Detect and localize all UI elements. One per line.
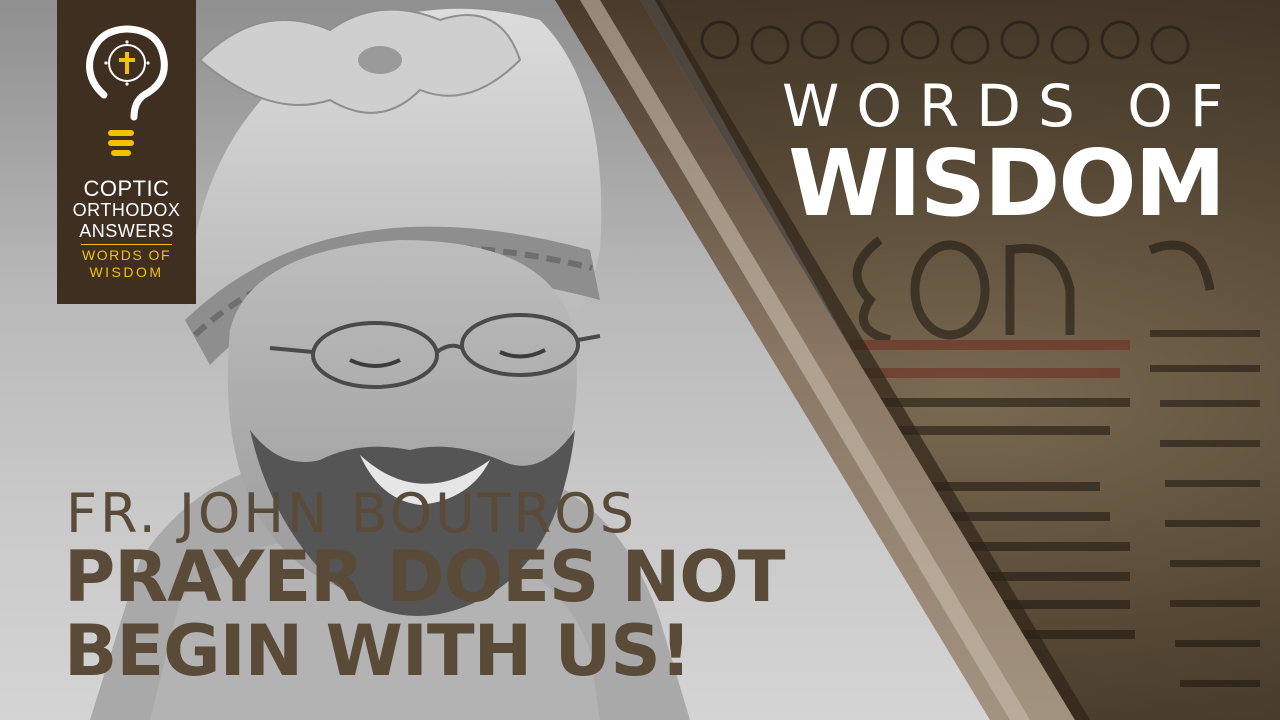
logo-text-words-of: WORDS OF (82, 247, 171, 263)
series-title-top: WORDS OF (782, 72, 1241, 140)
logo-text-answers: ANSWERS (79, 221, 174, 241)
brand-logo (57, 0, 196, 304)
logo-text-wisdom: WISDOM (89, 264, 164, 280)
logo-divider (81, 244, 172, 245)
headline-line-1: PRAYER DOES NOT (64, 536, 785, 618)
lightbulb-question-cross-icon (82, 25, 172, 165)
series-title-bottom: WISDOM (788, 130, 1225, 237)
headline-line-2: BEGIN WITH US! (64, 610, 691, 692)
headline (64, 536, 864, 692)
speaker-name: FR. JOHN BOUTROS (66, 482, 637, 545)
logo-text-orthodox: ORTHODOX (72, 200, 181, 220)
logo-text-coptic: COPTIC (83, 176, 170, 201)
